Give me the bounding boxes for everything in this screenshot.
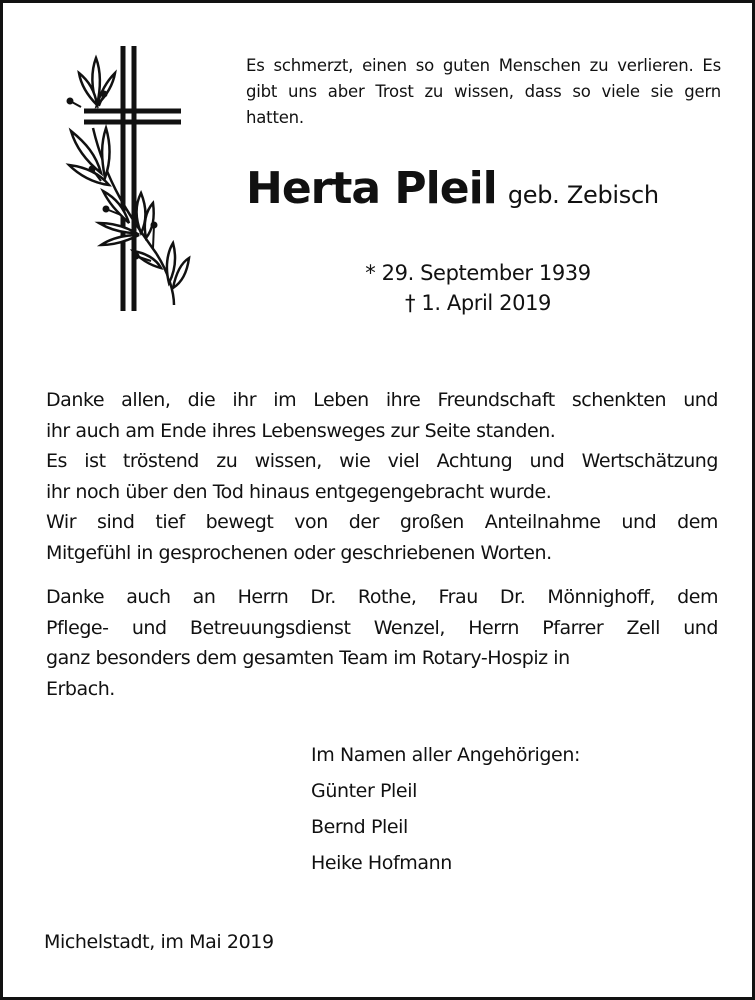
- signature-intro: Im Namen aller Angehörigen:: [311, 744, 580, 766]
- birth-date: * 29. September 1939: [365, 261, 591, 285]
- text-line: Erbach.: [46, 677, 115, 700]
- deceased-name-line: [246, 163, 726, 214]
- text-line: Pflege- und Betreuungsdienst Wenzel, Herrn Pfarrer Zell und: [46, 616, 718, 639]
- cross-with-olive-branch-icon: [61, 43, 196, 313]
- text-line: ihr noch über den Tod hinaus entgegengebracht wurde.: [46, 480, 552, 503]
- signature-block: [311, 737, 580, 881]
- memorial-quote: Es schmerzt, einen so guten Menschen zu verlieren. Es gibt uns aber Trost zu wissen, dass so viele sie gern hatten.: [246, 56, 721, 127]
- text-line: ihr auch am Ende ihres Lebensweges zur Seite standen.: [46, 419, 556, 442]
- deceased-name: Herta Pleil: [246, 163, 497, 214]
- text-line: ganz besonders dem gesamten Team im Rotary-Hospiz in: [46, 647, 570, 669]
- text-line: Mitgefühl in gesprochenen oder geschriebenen Worten.: [46, 541, 552, 564]
- death-date: † 1. April 2019: [404, 291, 551, 315]
- signatory-name: Heike Hofmann: [311, 852, 452, 874]
- thanks-paragraph-2: [46, 582, 718, 704]
- thanks-paragraph-1: [46, 385, 718, 568]
- maiden-name: geb. Zebisch: [507, 181, 659, 209]
- signatory-name: Günter Pleil: [311, 780, 417, 802]
- signatory-name: Bernd Pleil: [311, 816, 408, 838]
- place-and-date: Michelstadt, im Mai 2019: [44, 931, 274, 953]
- text-line: Wir sind tief bewegt von der großen Anteilnahme und dem: [46, 511, 718, 533]
- text-line: Danke auch an Herrn Dr. Rothe, Frau Dr. Mönnighoff, dem: [46, 586, 718, 608]
- text-line: Es ist tröstend zu wissen, wie viel Achtung und Wertschätzung: [46, 450, 718, 472]
- life-dates: [303, 258, 653, 318]
- text-line: Danke allen, die ihr im Leben ihre Freundschaft schenkten und: [46, 389, 718, 411]
